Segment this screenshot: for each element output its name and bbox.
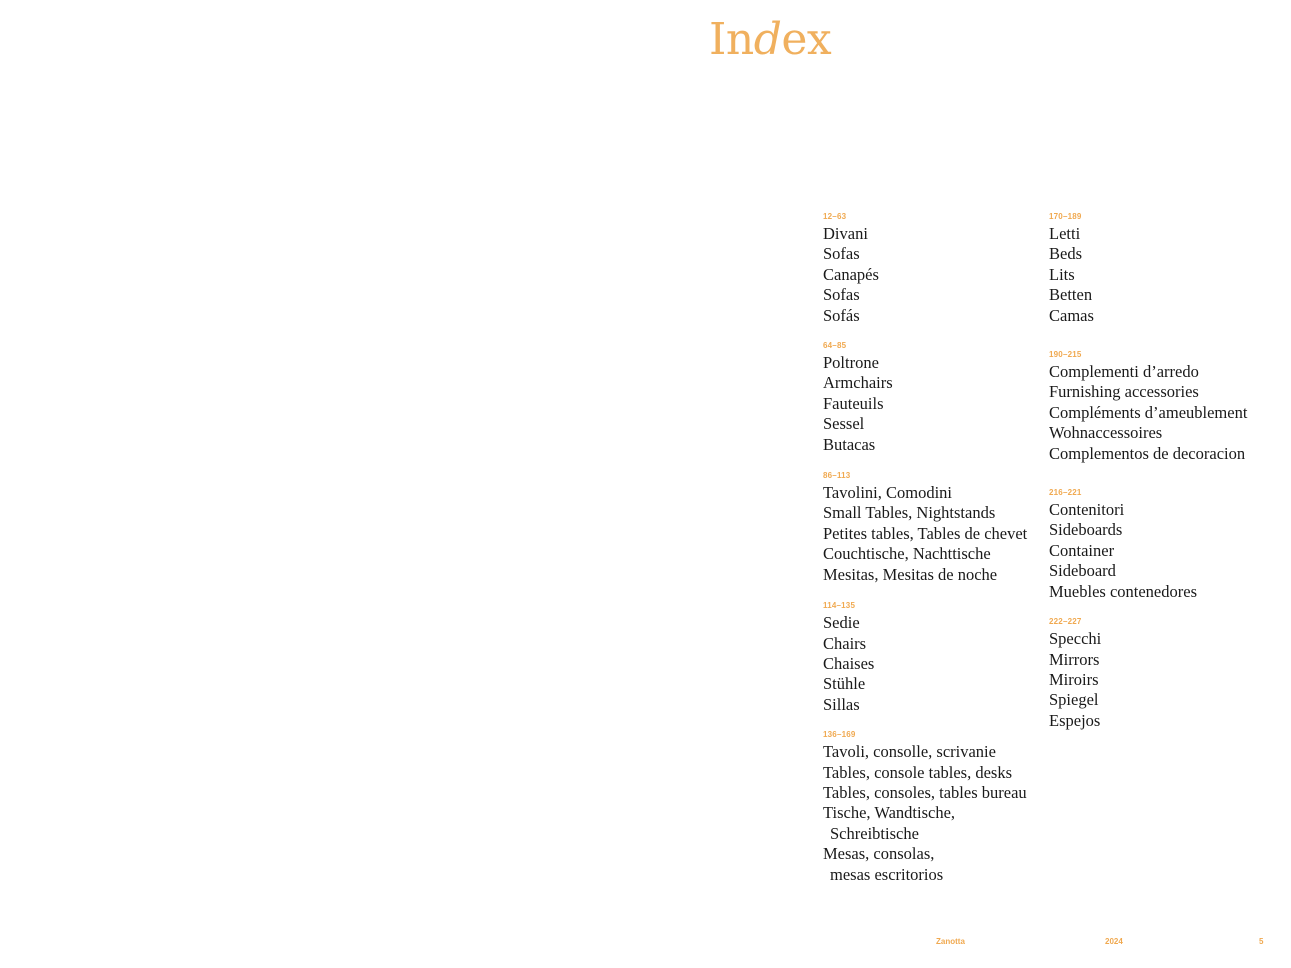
page-range: 86–113 — [823, 471, 851, 481]
index-entry: Espejos — [1049, 710, 1101, 730]
index-entry: Divani — [823, 224, 868, 243]
footer-brand: Zanotta — [936, 937, 965, 946]
index-entry: Betten — [1049, 285, 1093, 305]
index-section-tables — [823, 728, 1038, 885]
index-section-chairs — [823, 599, 1038, 715]
index-entry: Canapés — [823, 264, 879, 284]
index-section-mirrors — [1049, 615, 1281, 731]
index-entry: Sofas — [823, 244, 860, 264]
index-entry: Spiegel — [1049, 690, 1099, 710]
index-entry: Tavoli, consolle, scrivanie — [823, 742, 996, 762]
page-range: 64–85 — [823, 341, 847, 351]
index-column-right — [1049, 210, 1281, 731]
index-section-sideboards — [1049, 486, 1281, 602]
index-entry: Tische, Wandtische, — [823, 803, 956, 823]
footer-year: 2024 — [1105, 937, 1123, 946]
page-title — [709, 12, 831, 68]
page-range: 216–221 — [1049, 488, 1082, 498]
page-range: 136–169 — [823, 730, 856, 740]
index-entry: Armchairs — [823, 373, 893, 393]
index-entry: Letti — [1049, 224, 1081, 243]
index-entry: Tables, consoles, tables bureau — [823, 782, 1027, 802]
index-entry: Specchi — [1049, 629, 1102, 649]
index-entry: Chairs — [823, 633, 867, 653]
page-range: 114–135 — [823, 601, 856, 611]
index-entry: Chaises — [823, 653, 875, 673]
index-entry: Sedie — [823, 613, 860, 633]
page-range: 12–63 — [823, 212, 847, 221]
index-entry: Tavolini, Comodini — [823, 483, 953, 503]
index-entry: Mesitas, Mesitas de noche — [823, 564, 998, 584]
index-entry: Beds — [1049, 244, 1082, 264]
page-number: 5 — [1259, 937, 1264, 946]
page-title-part-1: In — [709, 14, 754, 65]
index-entry: Schreibtische — [830, 823, 919, 843]
index-column-left — [823, 210, 1038, 885]
page-range: 170–189 — [1049, 212, 1082, 221]
index-entry: Sillas — [823, 694, 860, 714]
index-entry: Stühle — [823, 674, 866, 694]
index-entry: Mirrors — [1049, 649, 1100, 669]
index-entry: Small Tables, Nightstands — [823, 503, 996, 523]
index-entry: Miroirs — [1049, 669, 1099, 689]
index-entry: Furnishing accessories — [1049, 382, 1199, 402]
page-title-part-2: d — [753, 14, 782, 65]
index-entry: Sessel — [823, 414, 865, 434]
index-entry: Contenitori — [1049, 500, 1125, 520]
index-entry: Tables, console tables, desks — [823, 762, 1013, 782]
index-section-armchairs — [823, 339, 1038, 455]
index-section-small-tables — [823, 469, 1038, 585]
index-entry: Compléments d’ameublement — [1049, 402, 1248, 422]
index-entry: Complementi d’arredo — [1049, 362, 1199, 382]
index-entry: Wohnaccessoires — [1049, 423, 1163, 443]
index-entry: Butacas — [823, 434, 876, 454]
index-entry: Sofás — [823, 305, 860, 325]
index-entry: Mesas, consolas, — [823, 844, 935, 864]
index-entry: Fauteuils — [823, 393, 884, 413]
index-entry: Poltrone — [823, 353, 879, 373]
index-section-sofas — [823, 210, 1038, 326]
index-entry: Petites tables, Tables de chevet — [823, 523, 1028, 543]
index-entry: Complementos de decoracion — [1049, 443, 1246, 463]
index-entry: Container — [1049, 540, 1115, 560]
page-title-part-3: ex — [781, 14, 832, 65]
page-range: 222–227 — [1049, 617, 1082, 627]
index-section-accessories — [1049, 348, 1281, 464]
index-section-beds — [1049, 210, 1281, 326]
index-entry: Lits — [1049, 264, 1075, 284]
index-entry: Couchtische, Nachttische — [823, 544, 991, 564]
page-range: 190–215 — [1049, 350, 1082, 360]
index-entry: Sofas — [823, 285, 860, 305]
index-entry: Sideboard — [1049, 561, 1116, 581]
index-entry: Muebles contenedores — [1049, 581, 1197, 601]
index-entry: Sideboards — [1049, 520, 1123, 540]
index-entry: Camas — [1049, 305, 1094, 325]
index-entry: mesas escritorios — [830, 864, 944, 884]
